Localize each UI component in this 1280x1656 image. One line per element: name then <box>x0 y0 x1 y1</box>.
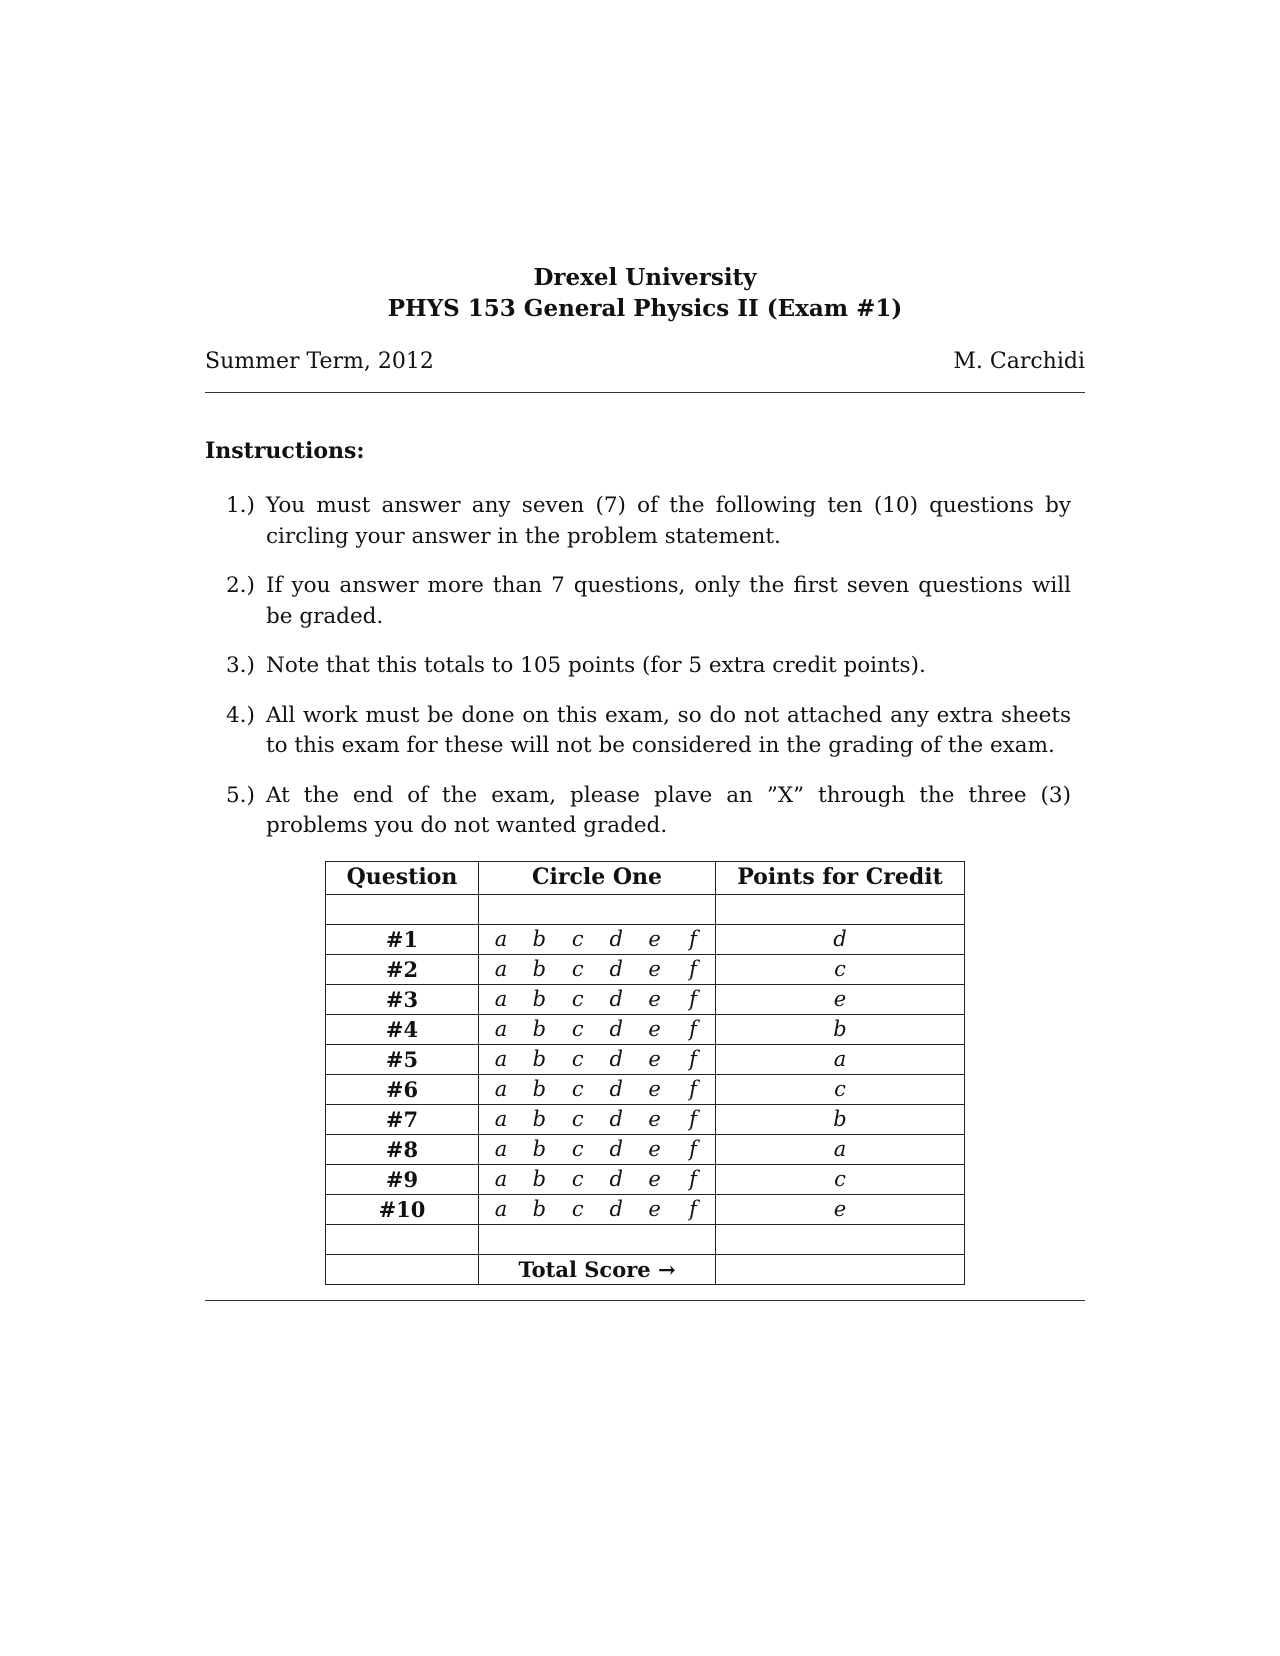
instruction-number: 4.) <box>226 702 255 728</box>
choice-option[interactable]: d <box>609 1136 623 1161</box>
choice-option[interactable]: d <box>609 926 623 951</box>
term-label: Summer Term, 2012 <box>205 349 434 374</box>
table-row <box>326 984 965 1014</box>
table-header-row <box>326 861 965 894</box>
header-circle-one: Circle One <box>479 861 716 894</box>
choice-option[interactable]: d <box>609 1106 623 1131</box>
choice-option[interactable]: e <box>648 1106 661 1131</box>
table-row <box>326 1134 965 1164</box>
choice-cell <box>479 1134 716 1164</box>
choice-option[interactable]: f <box>689 1016 697 1041</box>
choice-option[interactable]: c <box>571 1166 584 1191</box>
choice-option[interactable]: d <box>609 1046 623 1071</box>
answer-rows <box>326 894 965 1284</box>
choice-option[interactable]: b <box>532 1196 547 1221</box>
choice-option[interactable]: f <box>689 1166 697 1191</box>
choice-option[interactable]: c <box>571 956 584 981</box>
choice-option[interactable]: e <box>648 1166 661 1191</box>
choice-option[interactable]: e <box>648 1076 661 1101</box>
choice-cell <box>479 1014 716 1044</box>
table-row <box>326 1104 965 1134</box>
total-score-field[interactable] <box>716 1254 965 1284</box>
separator-cell <box>326 894 479 924</box>
choice-option[interactable]: e <box>648 926 661 951</box>
question-number: #9 <box>326 1164 479 1194</box>
separator-cell <box>326 1224 479 1254</box>
separator-cell <box>479 1224 716 1254</box>
choice-option[interactable]: e <box>648 1016 661 1041</box>
credit-answer: e <box>716 1194 965 1224</box>
choice-cell <box>479 924 716 954</box>
table-row <box>326 1014 965 1044</box>
question-number: #1 <box>326 924 479 954</box>
choice-option[interactable]: b <box>532 1136 547 1161</box>
choice-options <box>479 1135 715 1164</box>
instruction-text: At the end of the exam, please plave an ”X” through the three (3) problems you do not wanted graded. <box>266 782 1071 838</box>
instructions-heading: Instructions: <box>205 438 365 464</box>
header-rule <box>205 392 1085 393</box>
instructions-list <box>205 491 1085 842</box>
choice-options <box>479 985 715 1014</box>
meta-row <box>205 348 1085 376</box>
choice-option[interactable]: b <box>532 1046 547 1071</box>
instruction-number: 1.) <box>226 493 255 518</box>
credit-answer: b <box>716 1014 965 1044</box>
choice-cell <box>479 1194 716 1224</box>
instruction-item <box>205 571 1085 632</box>
choice-option[interactable]: f <box>689 986 697 1011</box>
choice-cell <box>479 954 716 984</box>
choice-option[interactable]: f <box>689 1076 697 1101</box>
choice-option[interactable]: a <box>494 1076 508 1101</box>
choice-cell <box>479 1104 716 1134</box>
instruction-text: If you answer more than 7 questions, only the first seven questions will be graded. <box>266 573 1071 629</box>
header-question: Question <box>326 861 479 894</box>
question-number: #5 <box>326 1044 479 1074</box>
choice-option[interactable]: f <box>689 1136 697 1161</box>
instruction-text: Note that this totals to 105 points (for 5 extra credit points). <box>266 653 926 678</box>
question-number: #7 <box>326 1104 479 1134</box>
choice-option[interactable]: c <box>571 1046 584 1071</box>
total-score-label: Total Score → <box>479 1254 716 1284</box>
choice-option[interactable]: d <box>609 986 623 1011</box>
choice-cell <box>479 1074 716 1104</box>
instruction-item <box>205 781 1085 842</box>
choice-option[interactable]: a <box>494 1196 508 1221</box>
question-number: #6 <box>326 1074 479 1104</box>
choice-options <box>479 925 715 954</box>
footer-rule <box>205 1300 1085 1301</box>
choice-option[interactable]: a <box>494 1046 508 1071</box>
choice-option[interactable]: c <box>571 986 584 1011</box>
choice-option[interactable]: c <box>571 1016 584 1041</box>
choice-option[interactable]: c <box>571 1076 584 1101</box>
choice-options <box>479 1165 715 1194</box>
choice-option[interactable]: b <box>532 986 547 1011</box>
credit-answer: e <box>716 984 965 1014</box>
instruction-text: All work must be done on this exam, so do not attached any extra sheets to this exam for these will not be considered in the grading of the exam. <box>266 702 1071 758</box>
table-row <box>326 954 965 984</box>
choice-options <box>479 1195 715 1224</box>
credit-answer: c <box>716 1074 965 1104</box>
choice-cell <box>479 984 716 1014</box>
credit-answer: a <box>716 1044 965 1074</box>
choice-option[interactable]: d <box>609 1166 623 1191</box>
credit-answer: d <box>716 924 965 954</box>
choice-options <box>479 1075 715 1104</box>
answer-table-wrap <box>205 861 1085 1285</box>
choice-option[interactable]: a <box>494 1136 508 1161</box>
credit-answer: c <box>716 1164 965 1194</box>
separator-cell <box>716 1224 965 1254</box>
choice-option[interactable]: b <box>532 956 547 981</box>
table-row <box>326 924 965 954</box>
choice-option[interactable]: a <box>494 986 508 1011</box>
instruction-number: 2.) <box>226 573 255 598</box>
title-block <box>205 262 1085 324</box>
choice-option[interactable]: d <box>609 956 623 981</box>
credit-answer: b <box>716 1104 965 1134</box>
institution-name: Drexel University <box>533 264 757 291</box>
header-points-for-credit: Points for Credit <box>716 861 965 894</box>
credit-answer: a <box>716 1134 965 1164</box>
choice-option[interactable]: c <box>571 926 584 951</box>
choice-option[interactable]: b <box>532 1016 547 1041</box>
choice-option[interactable]: a <box>494 956 508 981</box>
choice-option[interactable]: e <box>648 1046 661 1071</box>
choice-options <box>479 955 715 984</box>
question-number: #3 <box>326 984 479 1014</box>
choice-option[interactable]: b <box>532 1106 547 1131</box>
instruction-item <box>205 491 1085 552</box>
question-number: #10 <box>326 1194 479 1224</box>
choice-option[interactable]: d <box>609 1196 623 1221</box>
choice-cell <box>479 1164 716 1194</box>
instructor-name: M. Carchidi <box>953 349 1085 374</box>
choice-option[interactable]: f <box>689 1046 697 1071</box>
question-number: #2 <box>326 954 479 984</box>
answer-table <box>325 861 965 1285</box>
choice-option[interactable]: a <box>494 1166 508 1191</box>
total-score-row <box>326 1254 965 1284</box>
choice-option[interactable]: c <box>571 1106 584 1131</box>
total-empty-cell <box>326 1254 479 1284</box>
choice-cell <box>479 1044 716 1074</box>
question-number: #4 <box>326 1014 479 1044</box>
instruction-item <box>205 651 1085 682</box>
header-separator <box>326 894 965 924</box>
exam-cover-page <box>205 262 1085 1285</box>
table-row <box>326 1194 965 1224</box>
instruction-item <box>205 701 1085 762</box>
choice-option[interactable]: a <box>494 926 508 951</box>
choice-option[interactable]: a <box>494 1016 508 1041</box>
choice-option[interactable]: e <box>648 1196 661 1221</box>
choice-option[interactable]: f <box>689 926 697 951</box>
choice-option[interactable]: d <box>609 1076 623 1101</box>
instruction-text: You must answer any seven (7) of the following ten (10) questions by circling your answer in the problem statement. <box>266 493 1071 549</box>
choice-options <box>479 1105 715 1134</box>
choice-option[interactable]: c <box>571 1136 584 1161</box>
choice-option[interactable]: c <box>571 1196 584 1221</box>
choice-option[interactable]: b <box>532 1166 547 1191</box>
choice-options <box>479 1045 715 1074</box>
choice-option[interactable]: f <box>689 956 697 981</box>
separator-cell <box>479 894 716 924</box>
choice-option[interactable]: e <box>648 956 661 981</box>
choice-option[interactable]: f <box>689 1196 697 1221</box>
choice-options <box>479 1015 715 1044</box>
separator-cell <box>716 894 965 924</box>
choice-option[interactable]: b <box>532 926 547 951</box>
choice-option[interactable]: e <box>648 986 661 1011</box>
credit-answer: c <box>716 954 965 984</box>
choice-option[interactable]: b <box>532 1076 547 1101</box>
course-title: PHYS 153 General Physics II (Exam #1) <box>387 295 903 322</box>
question-number: #8 <box>326 1134 479 1164</box>
instruction-number: 5.) <box>226 782 255 808</box>
table-row <box>326 1164 965 1194</box>
table-row <box>326 1044 965 1074</box>
total-separator <box>326 1224 965 1254</box>
choice-option[interactable]: a <box>494 1106 508 1131</box>
choice-option[interactable]: e <box>648 1136 661 1161</box>
choice-option[interactable]: d <box>609 1016 623 1041</box>
table-row <box>326 1074 965 1104</box>
instruction-number: 3.) <box>226 653 255 678</box>
choice-option[interactable]: f <box>689 1106 697 1131</box>
